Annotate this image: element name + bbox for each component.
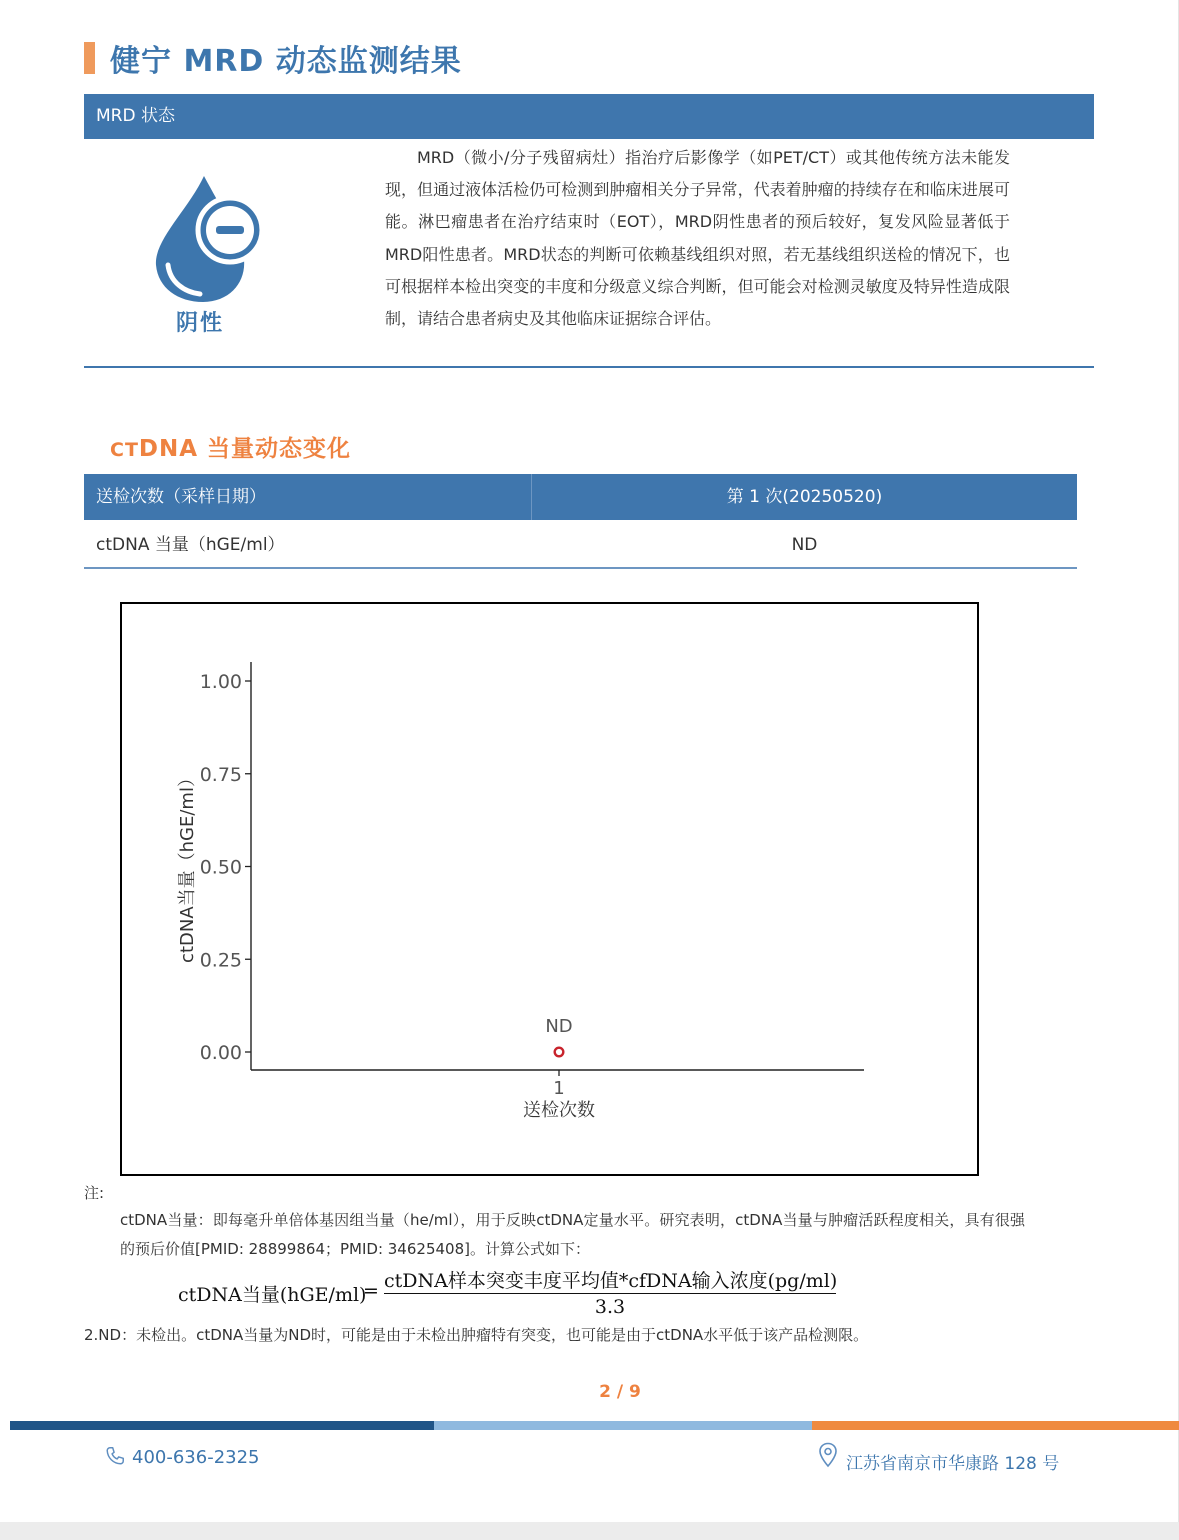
mrd-status-header: MRD 状态 [84, 94, 1094, 139]
footer-address: 江苏省南京市华康路 128 号 [846, 1454, 1060, 1474]
row-value-visit-1: ND [791, 535, 818, 555]
formula-denominator: 3.3 [594, 1296, 626, 1318]
page-title: 健宁 MRD 动态监测结果 [110, 44, 462, 79]
formula-equals: = [363, 1280, 379, 1302]
formula-numerator: ctDNA样本突变丰度平均值*cfDNA输入浓度(pg/ml) [384, 1270, 838, 1292]
note-ctdna-equivalent: ctDNA当量：即每毫升单倍体基因组当量（he/ml），用于反映ctDNA定量水平。研究表明，ctDNA当量与肿瘤活跃程度相关，具有很强的预后价值[PMID: 28899864；PMID: 34625408]。计算公式如下： [120, 1211, 1025, 1258]
row-label-ctdna: ctDNA 当量（hGE/ml） [96, 535, 285, 555]
drop-minus-icon [148, 170, 266, 305]
ctdna-chart-svg [122, 604, 976, 1173]
footer-bar-light-blue [434, 1421, 812, 1430]
data-point [555, 1048, 564, 1057]
formula-fraction-bar [384, 1293, 836, 1294]
y-tick-label: 0.75 [199, 763, 242, 786]
title-accent-bar [84, 42, 95, 74]
page-number: 2 / 9 [599, 1382, 641, 1402]
mrd-description: MRD（微小/分子残留病灶）指治疗后影像学（如PET/CT）或其他传统方法未能发现，但通过液体活检仍可检测到肿瘤相关分子异常，代表着肿瘤的持续存在和临床进展可能。淋巴瘤患者在治疗结束时（EOT），MRD阴性患者的预后较好，复发风险显著低于MRD阳性患者。MRD状态的判断可依赖基线组织对照，若无基线组织送检的情况下，也可根据样本检出突变的丰度和分级意义综合判断，但可能会对检测灵敏度及特异性造成限制，请结合患者病史及其他临床证据综合评估。 [385, 148, 1010, 329]
table-divider [84, 567, 1077, 569]
y-tick-label: 0.00 [199, 1042, 242, 1064]
note-nd: 2.ND：未检出。ctDNA当量为ND时，可能是由于未检出肿瘤特有突变，也可能是由于ctDNA水平低于该产品检测限。 [84, 1326, 869, 1344]
section-divider [84, 366, 1094, 368]
data-label: ND [545, 1016, 573, 1037]
mrd-status-label: 阴性 [176, 311, 225, 336]
header-cell-visit-1: 第 1 次(20250520) [726, 487, 883, 507]
ctdna-chart [120, 602, 979, 1176]
ctdna-section-title: CTDNA 当量动态变化 [110, 436, 352, 462]
ctdna-table-header [84, 474, 1077, 520]
y-tick-label: 0.50 [199, 856, 242, 879]
y-tick-label: 0.25 [199, 949, 242, 972]
y-tick-label: 1.00 [199, 671, 242, 693]
y-axis-title: ctDNA当量（hGE/ml） [177, 769, 198, 963]
page-bottom-strip [0, 1522, 1179, 1540]
footer-phone: 400-636-2325 [132, 1447, 260, 1468]
header-cell-visits: 送检次数（采样日期） [84, 474, 532, 520]
formula-lhs: ctDNA当量(hGE/ml) [178, 1284, 367, 1306]
x-tick-label: 1 [553, 1078, 565, 1099]
notes-heading: 注: [84, 1184, 105, 1202]
x-axis-title: 送检次数 [523, 1100, 595, 1121]
location-pin-icon [818, 1442, 838, 1468]
footer-bar-orange [812, 1421, 1179, 1430]
table-row [84, 522, 1077, 568]
formula [178, 1266, 858, 1318]
footer-bar-dark-blue [10, 1421, 434, 1430]
phone-icon [104, 1445, 126, 1467]
